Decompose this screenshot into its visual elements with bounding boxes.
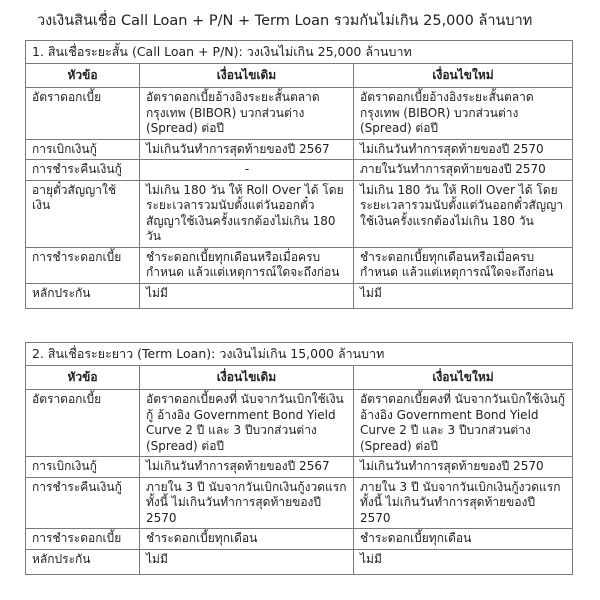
row-topic: การชำระดอกเบี้ย [26,247,140,283]
row-original: อัตราดอกเบี้ยอ้างอิงระยะสั้นตลาดกรุงเทพ (BIBOR) บวกส่วนต่าง (Spread) ต่อปี [140,88,354,140]
row-topic: หลักประกัน [26,283,140,308]
column-header-original: เงื่อนไขเดิม [140,63,354,88]
table-row [26,247,573,283]
row-new: ไม่เกิน 180 วัน ให้ Roll Over ได้ โดยระยะเวลารวมนับตั้งแต่วันออกตั๋วสัญญาใช้เงินครั้งแรกต้องไม่เกิน 180 วัน [354,180,573,247]
row-topic: การเบิกเงินกู้ [26,457,140,478]
table-row [26,549,573,574]
column-header-new: เงื่อนไขใหม่ [354,63,573,88]
row-new: อัตราดอกเบี้ยคงที่ นับจากวันเบิกใช้เงินกู้ อ้างอิง Government Bond Yield Curve 2 ปี และ 3 ปีบวกส่วนต่าง (Spread) ต่อปี [354,390,573,457]
row-topic: การเบิกเงินกู้ [26,139,140,160]
row-original: อัตราดอกเบี้ยคงที่ นับจากวันเบิกใช้เงินกู้ อ้างอิง Government Bond Yield Curve 2 ปี และ 3 ปีบวกส่วนต่าง (Spread) ต่อปี [140,390,354,457]
column-header-topic: หัวข้อ [26,365,140,390]
table-row [26,139,573,160]
row-original: ไม่เกินวันทำการสุดท้ายของปี 2567 [140,139,354,160]
page-title: วงเงินสินเชื่อ Call Loan + P/N + Term Loan รวมกันไม่เกิน 25,000 ล้านบาท [37,13,533,29]
table-row [26,88,573,140]
row-original: ภายใน 3 ปี นับจากวันเบิกเงินกู้งวดแรก ทั้งนี้ ไม่เกินวันทำการสุดท้ายของปี 2570 [140,477,354,529]
row-original: ไม่มี [140,549,354,574]
table-row [26,180,573,247]
row-original: ชำระดอกเบี้ยทุกเดือนหรือเมื่อครบกำหนด แล้วแต่เหตุการณ์ใดจะถึงก่อน [140,247,354,283]
row-new: ไม่มี [354,283,573,308]
row-new: ชำระดอกเบี้ยทุกเดือนหรือเมื่อครบกำหนด แล้วแต่เหตุการณ์ใดจะถึงก่อน [354,247,573,283]
section-title: 1. สินเชื่อระยะสั้น (Call Loan + P/N): วงเงินไม่เกิน 25,000 ล้านบาท [26,41,573,64]
row-topic: หลักประกัน [26,549,140,574]
row-topic: อัตราดอกเบี้ย [26,390,140,457]
row-new: ไม่เกินวันทำการสุดท้ายของปี 2570 [354,457,573,478]
row-new: ชำระดอกเบี้ยทุกเดือน [354,529,573,550]
row-new: ไม่มี [354,549,573,574]
row-topic: อายุตั๋วสัญญาใช้เงิน [26,180,140,247]
column-header-topic: หัวข้อ [26,63,140,88]
row-original: ไม่เกิน 180 วัน ให้ Roll Over ได้ โดยระยะเวลารวมนับตั้งแต่วันออกตั๋วสัญญาใช้เงินครั้งแรกต้องไม่เกิน 180 วัน [140,180,354,247]
row-new: ภายใน 3 ปี นับจากวันเบิกเงินกู้งวดแรก ทั้งนี้ ไม่เกินวันทำการสุดท้ายของปี 2570 [354,477,573,529]
column-header-new: เงื่อนไขใหม่ [354,365,573,390]
table-row [26,477,573,529]
row-new: ภายในวันทำการสุดท้ายของปี 2570 [354,160,573,181]
short-term-loan-table [25,40,573,309]
row-topic: การชำระคืนเงินกู้ [26,160,140,181]
row-topic: การชำระดอกเบี้ย [26,529,140,550]
row-original: ชำระดอกเบี้ยทุกเดือน [140,529,354,550]
column-header-original: เงื่อนไขเดิม [140,365,354,390]
row-new: ไม่เกินวันทำการสุดท้ายของปี 2570 [354,139,573,160]
table-row [26,283,573,308]
row-original: ไม่มี [140,283,354,308]
section-title: 2. สินเชื่อระยะยาว (Term Loan): วงเงินไม่เกิน 15,000 ล้านบาท [26,343,573,366]
table-row [26,390,573,457]
row-original: ไม่เกินวันทำการสุดท้ายของปี 2567 [140,457,354,478]
row-original: - [140,160,354,181]
table-row [26,529,573,550]
long-term-loan-table [25,342,573,575]
row-topic: การชำระคืนเงินกู้ [26,477,140,529]
table-row [26,457,573,478]
row-topic: อัตราดอกเบี้ย [26,88,140,140]
row-new: อัตราดอกเบี้ยอ้างอิงระยะสั้นตลาดกรุงเทพ (BIBOR) บวกส่วนต่าง (Spread) ต่อปี [354,88,573,140]
table-row [26,160,573,181]
